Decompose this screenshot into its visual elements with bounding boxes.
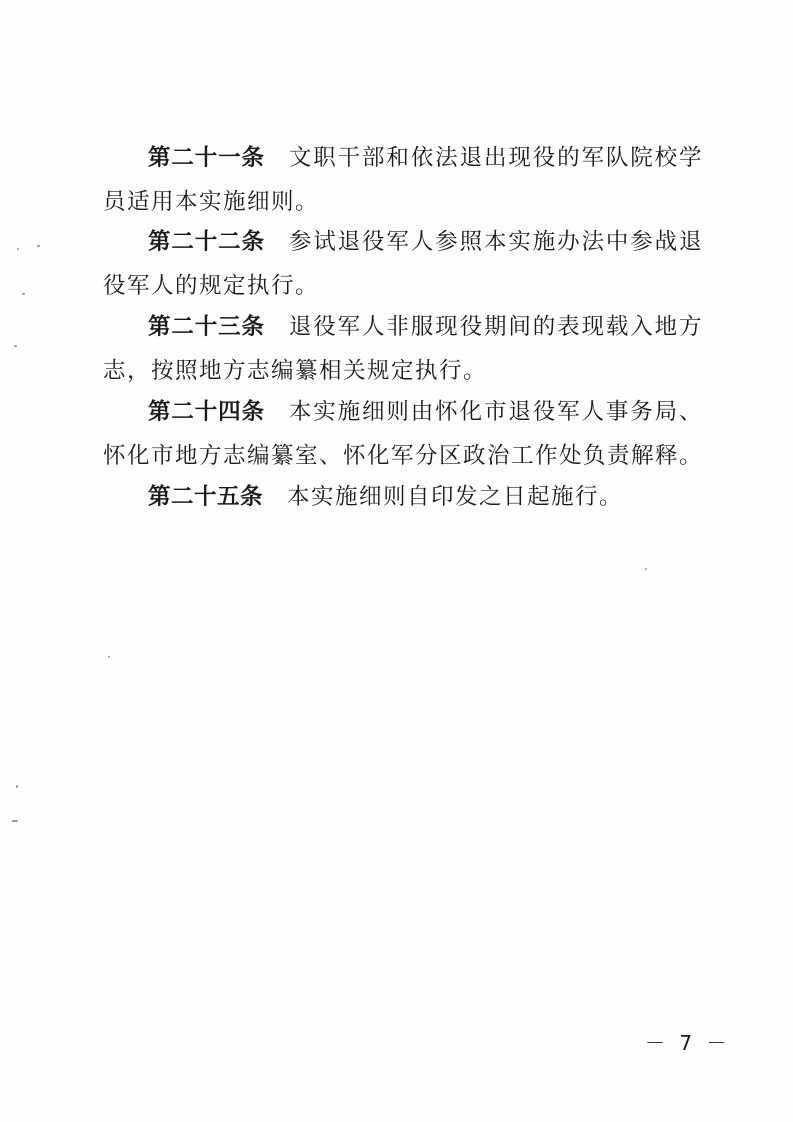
scan-speck [12, 820, 18, 822]
article-text: 参试退役军人参照本实施办法中参战退役军人的规定执行。 [103, 228, 703, 299]
scan-speck [108, 656, 110, 658]
scan-speck [37, 245, 40, 247]
scan-speck [17, 248, 19, 250]
article-21 [103, 136, 703, 224]
article-22 [103, 220, 703, 308]
article-text: 文职干部和依法退出现役的军队院校学员适用本实施细则。 [103, 144, 703, 215]
page-number: － 7 － [645, 1031, 731, 1055]
article-number: 第二十二条 [148, 228, 265, 255]
article-23 [103, 305, 703, 393]
article-text: 本实施细则由怀化市退役军人事务局、怀化市地方志编纂室、怀化军分区政治工作处负责解释。 [103, 398, 704, 469]
article-text: 退役军人非服现役期间的表现载入地方志，按照地方志编纂相关规定执行。 [103, 313, 703, 384]
article-number: 第二十五条 [148, 483, 264, 510]
article-25 [103, 475, 703, 519]
article-text: 本实施细则自印发之日起施行。 [287, 483, 624, 510]
article-number: 第二十三条 [148, 313, 265, 340]
scan-speck [14, 345, 17, 347]
scan-speck [16, 785, 18, 788]
article-number: 第二十四条 [148, 398, 265, 425]
article-number: 第二十一条 [148, 144, 265, 171]
scan-speck [645, 568, 647, 570]
article-24 [103, 390, 703, 478]
scan-speck [22, 293, 25, 295]
